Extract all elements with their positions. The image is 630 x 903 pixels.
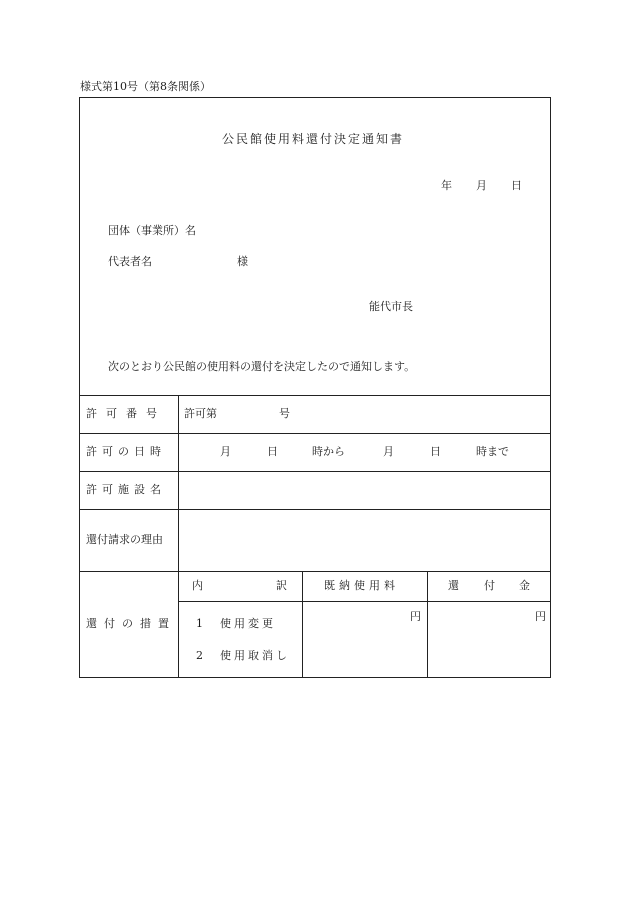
date-month-label: 月 [476, 179, 487, 192]
issuer-name: 能代市長 [369, 300, 413, 313]
document-title: 公民館使用料還付決定通知書 [222, 132, 405, 146]
date-day-label: 日 [511, 179, 522, 192]
refund-reason-label: 還付請求の理由 [86, 533, 163, 546]
paid-column-divider [427, 571, 428, 678]
refund-measures-label: 還付の措置 [86, 617, 176, 630]
permit-number-label: 許可番号 [86, 407, 166, 420]
datetime-month-2: 月 [383, 445, 394, 458]
datetime-from: 時から [312, 445, 345, 458]
paid-fee-yen-unit: 円 [410, 610, 421, 623]
option-usage-cancel: 2 使用取消し [196, 649, 290, 662]
breakdown-column-divider [302, 571, 303, 678]
row-divider [79, 509, 551, 510]
refund-header-c: 金 [519, 579, 530, 592]
option-usage-change: 1 使用変更 [196, 617, 276, 630]
label-column-divider [178, 395, 179, 678]
date-year-label: 年 [441, 179, 452, 192]
facility-name-label: 許可施設名 [86, 483, 166, 496]
refund-header-a: 還 [448, 579, 459, 592]
datetime-day-1: 日 [267, 445, 278, 458]
breakdown-header-a: 内 [192, 579, 203, 592]
row-divider [79, 471, 551, 472]
row-divider [79, 433, 551, 434]
honorific-sama: 様 [237, 255, 248, 268]
notice-intro-text: 次のとおり公民館の使用料の還付を決定したので通知します。 [108, 360, 416, 373]
organization-name-label: 団体（事業所）名 [108, 224, 196, 237]
permit-datetime-label: 許可の日時 [86, 445, 166, 458]
representative-name-label: 代表者名 [108, 255, 152, 268]
form-number-label: 様式第10号（第8条関係） [80, 80, 211, 93]
permit-number-suffix: 号 [279, 407, 290, 420]
breakdown-header-b: 訳 [276, 579, 287, 592]
datetime-month-1: 月 [220, 445, 231, 458]
datetime-until: 時まで [476, 445, 509, 458]
permit-number-prefix: 許可第 [184, 407, 217, 420]
measures-header-divider [178, 601, 551, 602]
table-top-border [79, 395, 551, 396]
refund-yen-unit: 円 [535, 610, 546, 623]
row-divider [79, 571, 551, 572]
refund-header-b: 付 [484, 579, 495, 592]
datetime-day-2: 日 [430, 445, 441, 458]
paid-fee-header: 既納使用料 [324, 579, 399, 592]
